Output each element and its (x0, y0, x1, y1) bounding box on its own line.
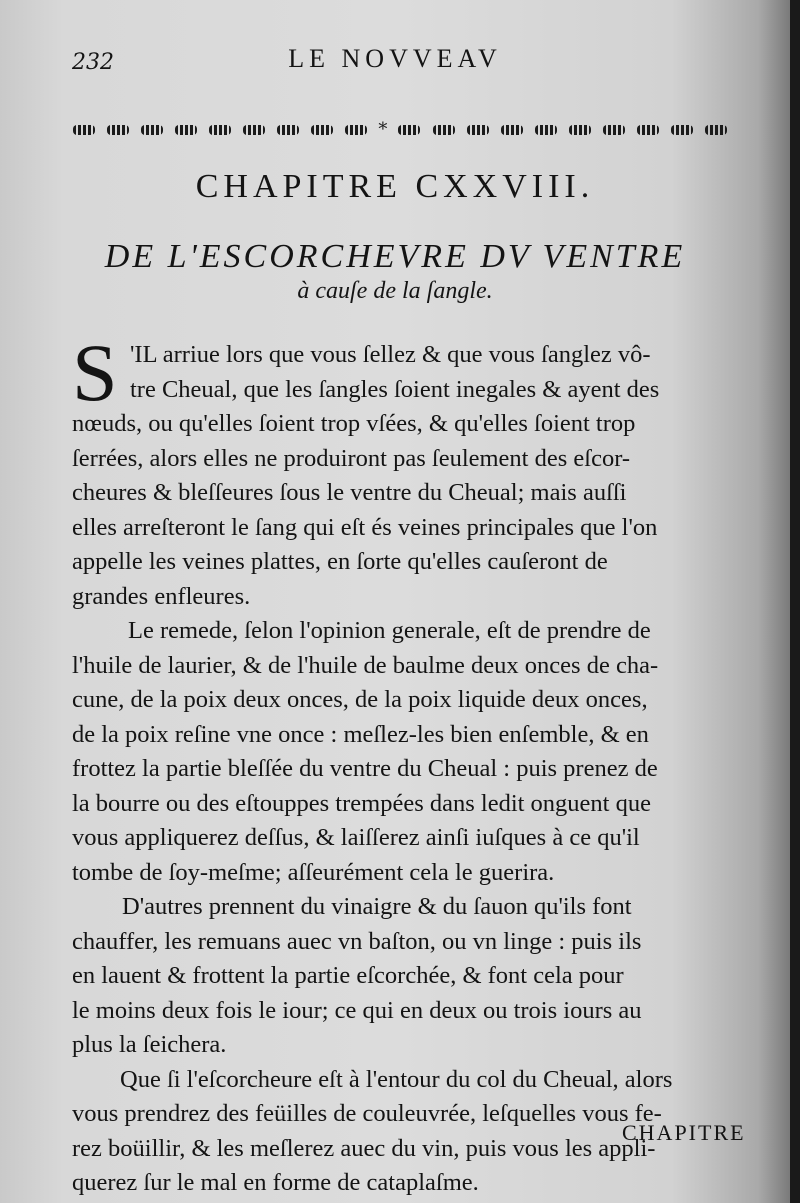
text-line: vous appliquerez deſſus, & laiſſerez ainſi iuſques à ce qu'il (72, 824, 640, 851)
fleuron-ornament (140, 123, 164, 137)
text-line: D'autres prennent du vinaigre & du ſauon qu'ils font (122, 893, 632, 920)
text-line: querez ſur le mal en forme de cataplaſme. (72, 1169, 479, 1196)
catchword: CHAPITRE (622, 1120, 746, 1145)
text-line: la bourre ou des eſtouppes trempées dans ledit onguent que (72, 789, 651, 817)
fleuron-ornament (106, 123, 130, 137)
text-line: appelle les veines plattes, en ſorte qu'elles cauſeront de (72, 548, 608, 575)
fleuron-ornament (72, 123, 96, 137)
section-title: DE L'ESCORCHEVRE DV VENTRE (104, 238, 686, 275)
text-line: rez boüillir, & les meſlerez auec du vin, puis vous les appli- (72, 1134, 656, 1162)
ornament-star: * (378, 119, 388, 140)
text-line: Que ſi l'eſcorcheure eſt à l'entour du col du Cheual, alors (120, 1065, 673, 1093)
text-line: de la poix reſine vne once : meſlez-les bien enſemble, & en (72, 720, 649, 748)
paragraph-3 (72, 890, 732, 1063)
text-line: frottez la partie bleſſée du ventre du Cheual : puis prenez de (72, 755, 658, 782)
fleuron-ornament (208, 123, 232, 137)
fleuron-ornament (704, 123, 728, 137)
fleuron-ornament (344, 123, 368, 137)
fleuron-ornament (310, 123, 334, 137)
fleuron-ornament (534, 123, 558, 137)
text-line: nœuds, ou qu'elles ſoient trop vſées, & qu'elles ſoient trop (72, 410, 636, 437)
text-line: elles arreſteront le ſang qui eſt és veines principales que l'on (72, 513, 658, 541)
fleuron-ornament (602, 123, 626, 137)
text-line: cune, de la poix deux onces, de la poix liquide deux onces, (72, 686, 648, 713)
text-line: l'huile de laurier, & de l'huile de baulme deux onces de cha- (72, 651, 659, 679)
fleuron-ornament (242, 123, 266, 137)
text-line: cheures & bleſſeures ſous le ventre du Cheual; mais auſſi (72, 479, 627, 506)
paragraph-2 (72, 614, 732, 890)
running-head: LE NOVVEAV (288, 44, 502, 73)
text-line: 'IL arriue lors que vous ſellez & que vous ſanglez vô- (130, 341, 651, 368)
text-line: chauffer, les remuans auec vn baſton, ou vn linge : puis ils (72, 927, 642, 955)
chapter-title: CHAPITRE CXXVIII. (195, 168, 595, 205)
section-subtitle: à cauſe de la ſangle. (297, 278, 493, 304)
body-text (72, 327, 732, 1201)
text-line: tre Cheual, que les ſangles ſoient inegales & ayent des (130, 375, 660, 403)
page-edge-shadow (790, 0, 800, 1203)
drop-cap: S (72, 327, 118, 418)
fleuron-ornament (568, 123, 592, 137)
ornamental-rule (72, 118, 728, 142)
text-line: grandes enfleures. (72, 582, 251, 610)
text-line: Le remede, ſelon l'opinion generale, eſt de prendre de (128, 617, 651, 644)
page-number: 232 (72, 50, 114, 75)
fleuron-ornament (636, 123, 660, 137)
fleuron-ornament (397, 123, 421, 137)
text-line: le moins deux fois le iour; ce qui en deux ou trois iours au (72, 996, 642, 1024)
paragraph-1 (72, 327, 732, 614)
text-line: vous prendrez des feüilles de couleuvrée, leſquelles vous fe- (72, 1100, 662, 1127)
fleuron-ornament (276, 123, 300, 137)
text-line: tombe de ſoy-meſme; aſſeurément cela le guerira. (72, 858, 555, 886)
text-line: plus la ſeichera. (72, 1031, 227, 1058)
fleuron-ornament (174, 123, 198, 137)
fleuron-ornament (432, 123, 456, 137)
fleuron-ornament (466, 123, 490, 137)
fleuron-ornament (500, 123, 524, 137)
fleuron-ornament (670, 123, 694, 137)
text-line: ſerrées, alors elles ne produiront pas ſeulement des eſcor- (72, 444, 631, 472)
text-line: en lauent & frottent la partie eſcorchée, & font cela pour (72, 962, 624, 989)
